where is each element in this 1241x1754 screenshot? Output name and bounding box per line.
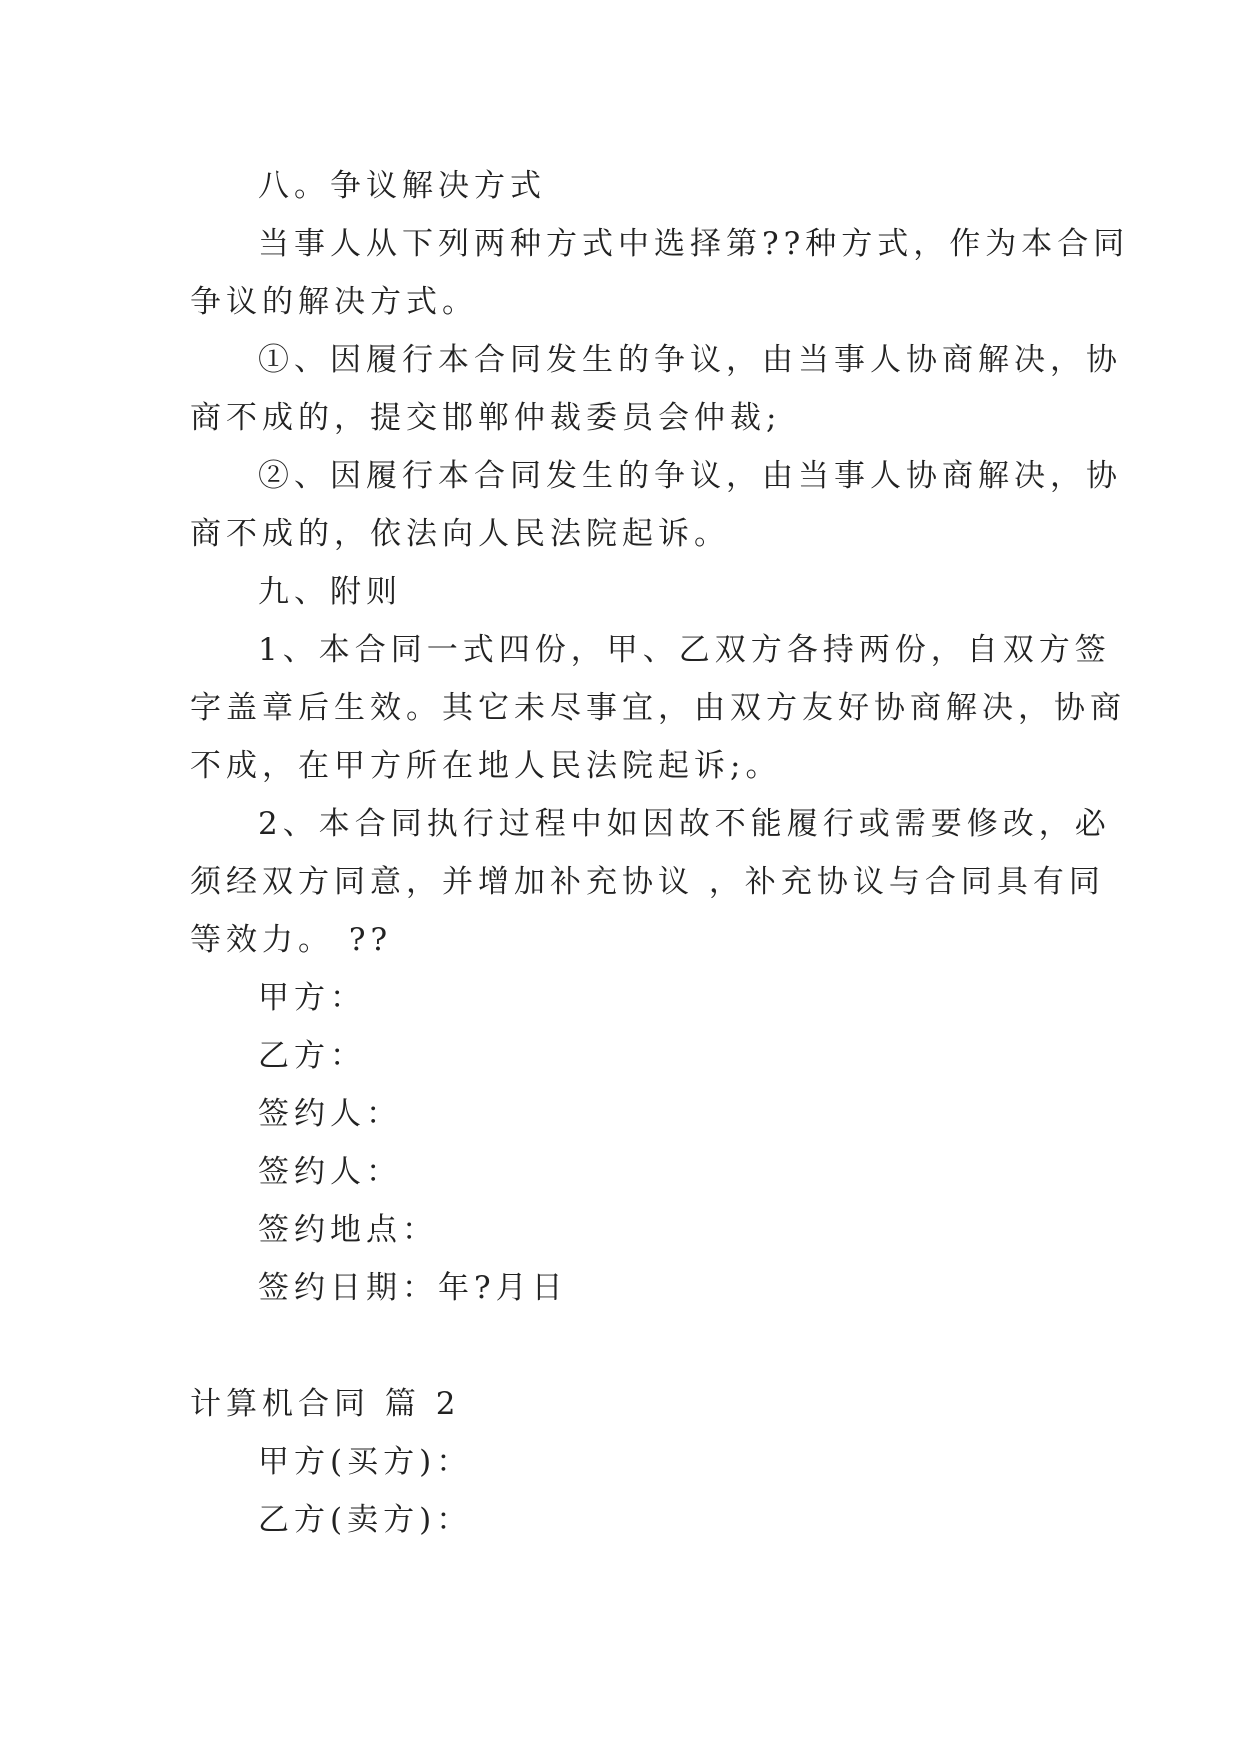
- paragraph-line: 争议的解决方式。: [190, 284, 478, 320]
- paragraph-line: ②、因履行本合同发生的争议，由当事人协商解决，协: [258, 458, 1122, 494]
- paragraph-line: 1、本合同一式四份，甲、乙双方各持两份，自双方签: [258, 632, 1111, 668]
- party-b-label: 乙方：: [258, 1038, 366, 1074]
- section-heading-appendix: 九、附则: [258, 574, 402, 610]
- paragraph-line: 不成，在甲方所在地人民法院起诉;。: [190, 748, 782, 784]
- paragraph-line: 等效力。 ??: [190, 922, 393, 958]
- paragraph-line: ①、因履行本合同发生的争议，由当事人协商解决，协: [258, 342, 1122, 378]
- buyer-label: 甲方(买方)：: [258, 1444, 473, 1480]
- paragraph-line: 字盖章后生效。其它未尽事宜，由双方友好协商解决，协商: [190, 690, 1126, 726]
- paragraph-line: 商不成的，提交邯郸仲裁委员会仲裁;: [190, 400, 782, 436]
- signing-location-label: 签约地点：: [258, 1212, 438, 1248]
- party-a-label: 甲方：: [258, 980, 366, 1016]
- paragraph-line: 2、本合同执行过程中如因故不能履行或需要修改，必: [258, 806, 1111, 842]
- signing-date-label: 签约日期：年?月日: [258, 1270, 568, 1306]
- seller-label: 乙方(卖方)：: [258, 1502, 473, 1538]
- paragraph-line: 须经双方同意，并增加补充协议 ，补充协议与合同具有同: [190, 864, 1105, 900]
- paragraph-line: 当事人从下列两种方式中选择第??种方式，作为本合同: [258, 226, 1130, 262]
- signatory-label: 签约人：: [258, 1096, 402, 1132]
- paragraph-line: 商不成的，依法向人民法院起诉。: [190, 516, 730, 552]
- signatory-label: 签约人：: [258, 1154, 402, 1190]
- contract-title-part2: 计算机合同 篇 2: [190, 1386, 461, 1422]
- section-heading-dispute-resolution: 八。争议解决方式: [258, 168, 546, 204]
